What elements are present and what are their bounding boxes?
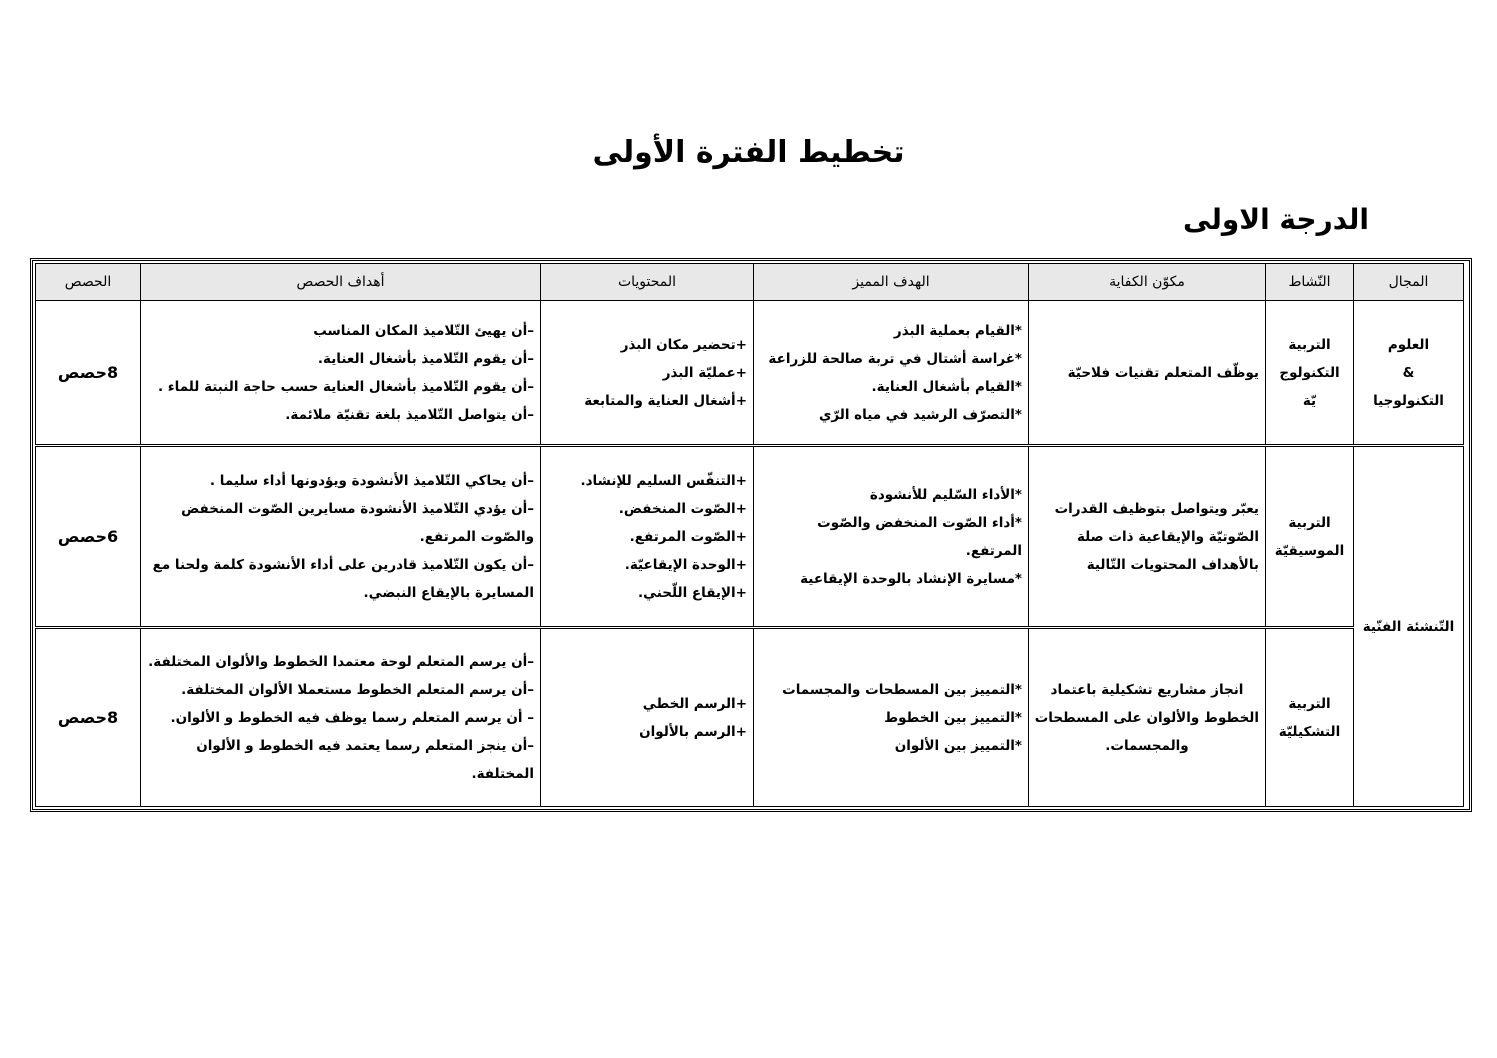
activity-cell xyxy=(1266,628,1354,807)
planning-table xyxy=(30,258,1472,812)
text-line: +التنفّس السليم للإنشاد. xyxy=(580,472,747,489)
text-line: الصّوتيّة والإيقاعية ذات صلة xyxy=(1076,528,1259,545)
text-line: بالأهداف المحتويات التّالية xyxy=(1086,556,1259,573)
text-line: –أن يرسم المتعلم لوحة معتمدا الخطوط والألوان المختلفة. xyxy=(148,653,534,670)
text-line: يعبّر ويتواصل بتوظيف القدرات xyxy=(1054,500,1259,517)
activity-cell xyxy=(1266,446,1354,628)
text-line: +تحضير مكان البذر xyxy=(620,336,747,353)
text-line: المختلفة. xyxy=(471,765,534,782)
hours-cell: 6حصص xyxy=(36,446,141,628)
goal-cell xyxy=(754,301,1029,446)
text-line: التربية xyxy=(1288,695,1331,712)
text-line: – أن يرسم المتعلم رسما يوظف فيه الخطوط و الألوان. xyxy=(170,709,534,726)
text-line: –أن يقوم التّلاميذ بأشغال العناية حسب حاجة النبتة للماء . xyxy=(157,378,534,395)
header-row xyxy=(36,264,1464,301)
competence-cell: يوظّف المتعلم تقنيات فلاحيّة xyxy=(1029,301,1266,446)
text-line: *أداء الصّوت المنخفض والصّوت xyxy=(817,514,1022,531)
grade-heading: الدرجة الاولى xyxy=(1182,203,1369,236)
table-row xyxy=(36,628,1464,807)
page-title: تخطيط الفترة الأولى xyxy=(592,135,905,170)
text-line: +الصّوت المرتفع. xyxy=(629,528,747,545)
domain-cell: التّنشئة الفنّية xyxy=(1354,446,1464,807)
text-line: *التمييز بين الألوان xyxy=(894,737,1022,754)
text-line: –أن يحاكي التّلاميذ الأنشودة ويؤدونها أداء سليما . xyxy=(209,472,534,489)
domain-cell xyxy=(1354,301,1464,446)
objectives-cell xyxy=(141,628,541,807)
competence-cell xyxy=(1029,628,1266,807)
text-line: –أن يكون التّلاميذ قادرين على أداء الأنشودة كلمة ولحنا مع xyxy=(152,556,534,573)
table-row xyxy=(36,446,1464,628)
objectives-cell xyxy=(141,446,541,628)
text-line: +الصّوت المنخفض. xyxy=(618,500,747,517)
hours-cell: 8حصص xyxy=(36,628,141,807)
header-competence: مكوّن الكفاية xyxy=(1029,264,1266,301)
text-line: التكنولوجيا xyxy=(1373,392,1444,409)
contents-cell xyxy=(541,301,754,446)
text-line: *التمييز بين المسطحات والمجسمات xyxy=(782,681,1022,698)
text-line: –أن يؤدي التّلاميذ الأنشودة مسايرين الصّوت المنخفض xyxy=(181,500,534,517)
text-line: +الرسم بالألوان xyxy=(639,723,747,740)
text-line: يّة xyxy=(1302,392,1317,409)
text-line: العلوم xyxy=(1387,336,1430,353)
text-line: –أن يقوم التّلاميذ بأشغال العناية. xyxy=(317,350,534,367)
text-line: *التمييز بين الخطوط xyxy=(884,709,1022,726)
text-line: انجاز مشاريع تشكيلية باعتماد xyxy=(1050,681,1244,698)
text-line: +الإيقاع اللّحني. xyxy=(637,584,747,601)
objectives-cell xyxy=(141,301,541,446)
text-line: *غراسة أشتال في تربة صالحة للزراعة xyxy=(768,350,1022,367)
text-line: المسايرة بالإيقاع النبضي. xyxy=(363,584,534,601)
competence-cell xyxy=(1029,446,1266,628)
text-line: المرتفع. xyxy=(965,542,1022,559)
goal-cell xyxy=(754,628,1029,807)
text-line: +الوحدة الإيقاعيّة. xyxy=(624,556,747,573)
text-line: –أن يهيئ التّلاميذ المكان المناسب xyxy=(313,322,534,339)
goal-cell xyxy=(754,446,1029,628)
contents-cell xyxy=(541,628,754,807)
text-line: التربية xyxy=(1288,336,1331,353)
text-line: *القيام بأشغال العناية. xyxy=(871,378,1022,395)
text-line: –أن ينجز المتعلم رسما يعتمد فيه الخطوط و الألوان xyxy=(196,737,534,754)
text-line: الموسيقيّة xyxy=(1274,542,1345,559)
table-row xyxy=(36,301,1464,446)
text-line: & xyxy=(1402,364,1415,381)
activity-cell xyxy=(1266,301,1354,446)
text-line: +عمليّة البذر xyxy=(662,364,747,381)
text-line: *الأداء السّليم للأنشودة xyxy=(869,486,1022,503)
text-line: *القيام بعملية البذر xyxy=(893,322,1022,339)
text-line: +الرسم الخطي xyxy=(642,695,747,712)
text-line: الخطوط والألوان على المسطحات xyxy=(1034,709,1259,726)
text-line: التربية xyxy=(1288,514,1331,531)
text-line: التكنولوج xyxy=(1279,364,1340,381)
contents-cell xyxy=(541,446,754,628)
text-line: *التصرّف الرشيد في مياه الرّي xyxy=(818,406,1022,423)
header-hours: الحصص xyxy=(36,264,141,301)
header-activity: النّشاط xyxy=(1266,264,1354,301)
text-line: *مسايرة الإنشاد بالوحدة الإيقاعية xyxy=(800,570,1022,587)
text-line: التشكيليّة xyxy=(1278,723,1341,740)
header-goal: الهدف المميز xyxy=(754,264,1029,301)
header-contents: المحتويات xyxy=(541,264,754,301)
text-line: +أشغال العناية والمتابعة xyxy=(584,392,747,409)
text-line: –أن يرسم المتعلم الخطوط مستعملا الألوان المختلفة. xyxy=(181,681,534,698)
text-line: –أن يتواصل التّلاميذ بلغة تقنيّة ملائمة. xyxy=(285,406,534,423)
text-line: والصّوت المرتفع. xyxy=(419,528,534,545)
header-objectives: أهداف الحصص xyxy=(141,264,541,301)
header-domain: المجال xyxy=(1354,264,1464,301)
text-line: والمجسمات. xyxy=(1105,737,1189,754)
hours-cell: 8حصص xyxy=(36,301,141,446)
